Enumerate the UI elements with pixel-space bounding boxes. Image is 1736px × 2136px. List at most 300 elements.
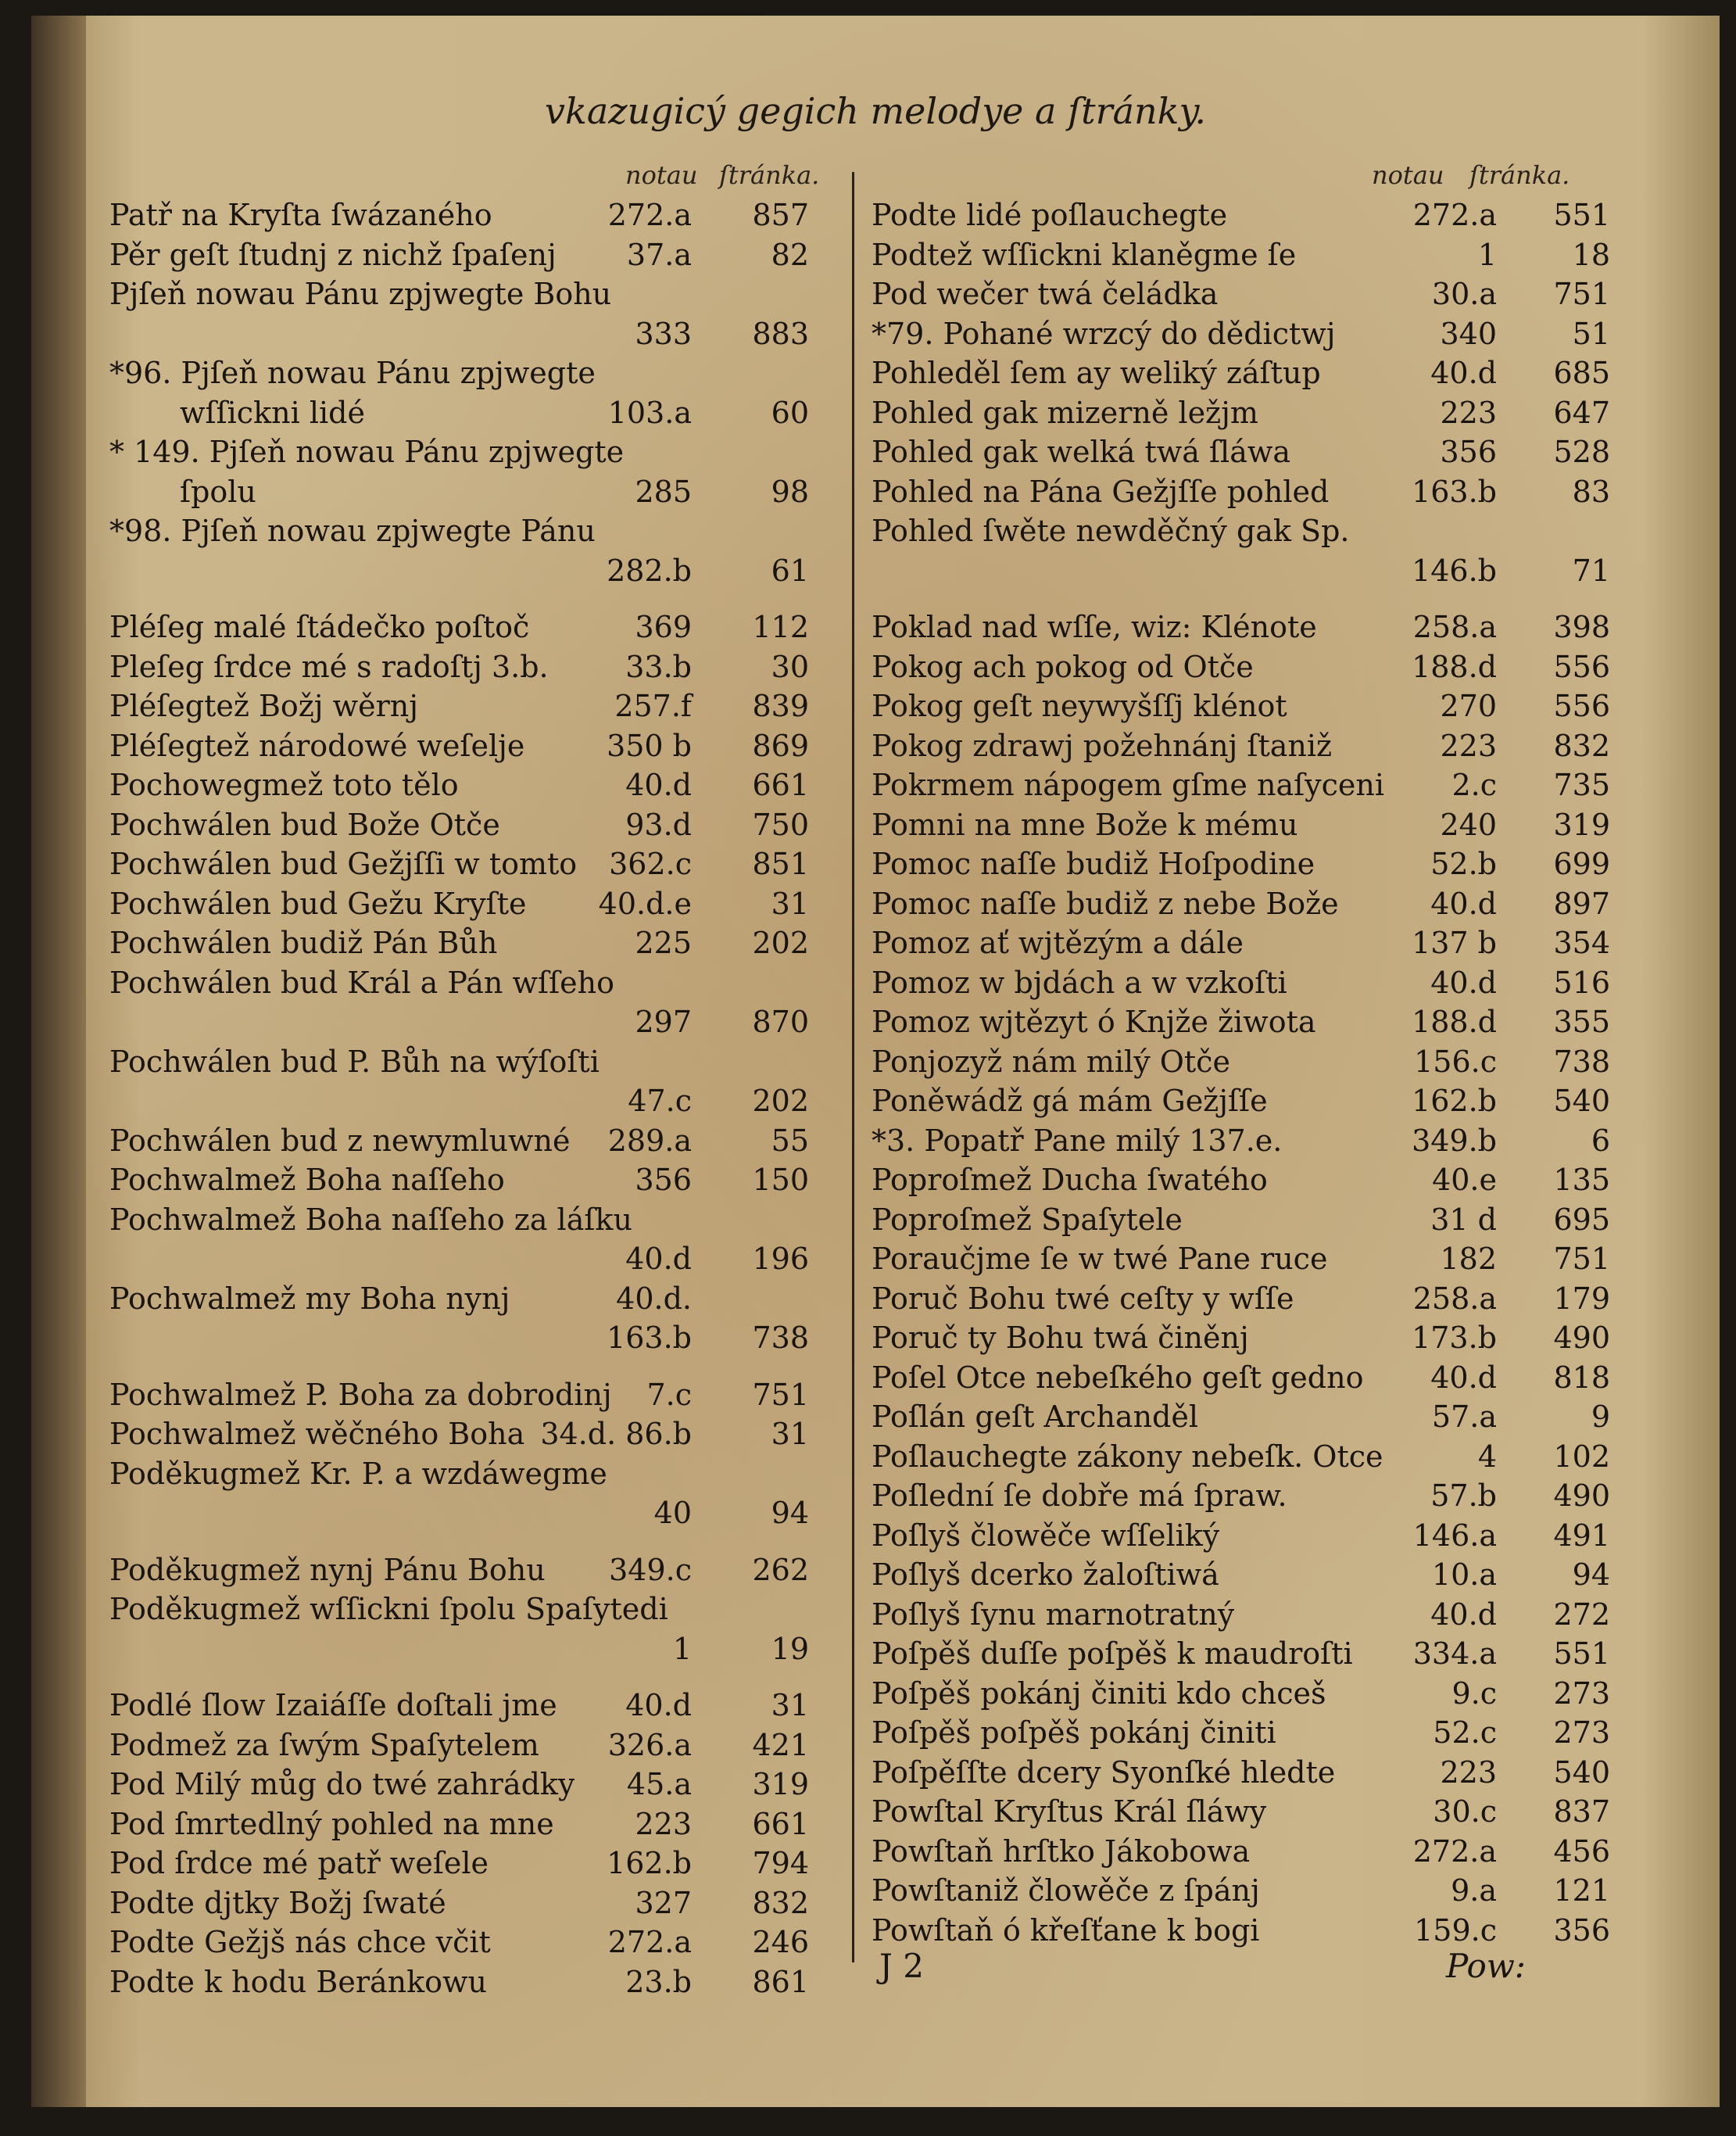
melody-number: 40.d.	[616, 1281, 692, 1316]
index-entry	[109, 1923, 836, 1962]
hymn-title: Pochwálen bud Gežu Kryſte	[109, 886, 527, 921]
index-entry	[872, 1595, 1622, 1635]
page-number: 661	[752, 768, 809, 802]
hymn-title: Poruč ty Bohu twá činěnj	[872, 1321, 1249, 1355]
melody-number: 31 d	[1430, 1202, 1497, 1237]
index-entry	[109, 1160, 836, 1200]
melody-number: 57.b	[1430, 1478, 1497, 1513]
left-colhead-stranka: ſtránka.	[719, 160, 820, 190]
page-number: 837	[1553, 1794, 1610, 1829]
page-number: 31	[771, 1688, 809, 1722]
index-entry	[109, 314, 836, 354]
melody-number: 9.c	[1451, 1675, 1497, 1711]
index-entry	[872, 1634, 1622, 1674]
melody-number: 1	[672, 1631, 692, 1666]
index-entry	[109, 963, 836, 1003]
hymn-title: Pod Milý můg do twé zahrádky	[109, 1767, 575, 1801]
hymn-title: Pomoz w bjdách a w vzkoſti	[872, 965, 1287, 1000]
melody-number: 356	[635, 1163, 692, 1197]
melody-number: 297	[635, 1005, 692, 1039]
melody-number: 40.d	[625, 768, 692, 802]
hymn-title: Pleſeg ſrdce mé s radoſtj 3.b.	[109, 649, 549, 684]
hymn-title: Poſpěš duſſe poſpěš k maudroſti	[872, 1636, 1353, 1671]
left-column	[109, 195, 836, 2002]
page-number: 556	[1553, 649, 1610, 684]
index-entry	[872, 1713, 1622, 1753]
melody-number: 40.d	[1430, 965, 1497, 1000]
page-number: 102	[1553, 1439, 1610, 1474]
entry-gap	[109, 1358, 836, 1375]
index-entry	[872, 1871, 1622, 1911]
page-number: 51	[1572, 316, 1610, 351]
page-number: 647	[1553, 395, 1610, 430]
melody-number: 40.d	[1430, 1360, 1497, 1395]
melody-number: 326.a	[607, 1727, 692, 1762]
hymn-title: Podte lidé poſlauchegte	[872, 198, 1228, 232]
hymn-title: Pléſegtež Božj wěrnj	[109, 689, 419, 723]
melody-number: 40.d	[625, 1242, 692, 1276]
index-entry	[872, 1042, 1622, 1082]
hymn-title: Pokog geſt neywyšſſj klénot	[872, 689, 1287, 723]
hymn-title: Poſpěſſte dcery Syonſké hledte	[872, 1754, 1336, 1790]
page-number: 82	[771, 237, 809, 272]
hymn-title: Pochwálen bud z newymluwné	[109, 1123, 571, 1158]
index-entry	[109, 1042, 836, 1082]
page-number: 60	[771, 395, 809, 430]
hymn-title: Powſtaniž člowěče z ſpánj	[872, 1873, 1260, 1908]
index-entry	[109, 472, 836, 512]
hymn-title: Pod wečer twá čeládka	[872, 277, 1219, 311]
hymn-title: Pod ſrdce mé patř weſele	[109, 1846, 489, 1880]
hymn-title: Pokrmem nápogem gſme naſyceni	[872, 768, 1385, 802]
hymn-title: Poděkugmež nynj Pánu Bohu	[109, 1552, 546, 1587]
hymn-title: Pléſegtež národowé weſelje	[109, 728, 525, 763]
page-number: 695	[1553, 1202, 1610, 1237]
hymn-title: Pochwálen bud Král a Pán wſſeho	[109, 965, 614, 1000]
hymn-title: Poraučjme ſe w twé Pane ruce	[872, 1242, 1328, 1276]
hymn-title: Pohled ſwěte newděčný gak Sp.	[872, 514, 1350, 548]
page-number: 540	[1553, 1754, 1610, 1790]
hymn-title: * 149. Pjſeň nowau Pánu zpjwegte	[109, 435, 625, 469]
page-number: 832	[1553, 728, 1610, 763]
hymn-title: Podte djtky Božj ſwaté	[109, 1885, 446, 1920]
page-number: 354	[1553, 926, 1610, 960]
index-entry	[872, 1081, 1622, 1121]
melody-number: 272.a	[1412, 1833, 1497, 1869]
column-divider	[852, 172, 854, 1962]
page-number: 94	[771, 1496, 809, 1530]
hymn-title: Powſtal Kryſtus Král ſláwy	[872, 1794, 1267, 1829]
index-entry	[109, 1629, 836, 1669]
hymn-title: Podlé ſlow Izaiáſſe doſtali jme	[109, 1688, 557, 1722]
hymn-title: Pomoz wjtězyt ó Knjže žiwota	[872, 1005, 1316, 1039]
page-number: 356	[1553, 1912, 1610, 1948]
hymn-title: Podte k hodu Beránkowu	[109, 1964, 488, 1999]
hymn-title: Pochwálen bud Gežjſſi w tomto	[109, 847, 578, 881]
page-number: 71	[1572, 553, 1610, 588]
page-number: 202	[752, 926, 809, 960]
index-entry	[109, 1589, 836, 1629]
index-entry	[109, 1883, 836, 1923]
index-entry	[872, 353, 1622, 393]
page-number: 751	[1553, 1242, 1610, 1276]
index-entry	[109, 1686, 836, 1726]
index-entry	[872, 1437, 1622, 1477]
melody-number: 223	[1440, 1754, 1497, 1790]
index-entry	[872, 607, 1622, 647]
index-entry	[109, 1550, 836, 1590]
index-entry	[872, 393, 1622, 433]
index-entry	[872, 647, 1622, 687]
hymn-title: Poſlyš ſynu marnotratný	[872, 1597, 1235, 1632]
index-entry	[872, 1002, 1622, 1042]
hymn-title: Poproſmež Ducha ſwatého	[872, 1163, 1268, 1197]
melody-number: 103.a	[607, 395, 692, 430]
melody-number: 258.a	[1412, 610, 1497, 644]
index-entry	[109, 1844, 836, 1883]
melody-number: 47.c	[628, 1084, 692, 1118]
melody-number: 163.b	[1412, 474, 1497, 509]
index-entry	[872, 1516, 1622, 1556]
hymn-title: Pohled gak welká twá ſláwa	[872, 435, 1291, 469]
index-entry	[109, 1121, 836, 1161]
hymn-title: Pléſeg malé ſtádečko poſtoč	[109, 610, 530, 644]
melody-number: 188.d	[1412, 1005, 1497, 1039]
index-entry	[872, 1279, 1622, 1319]
melody-number: 40.d	[1430, 356, 1497, 390]
index-entry	[109, 353, 836, 393]
index-entry	[872, 432, 1622, 472]
right-colhead-stranka: ſtránka.	[1469, 160, 1570, 190]
page-number: 18	[1572, 237, 1610, 272]
melody-number: 327	[635, 1885, 692, 1920]
index-entry	[872, 1397, 1622, 1437]
melody-number: 30.a	[1431, 277, 1497, 311]
index-entry	[872, 472, 1622, 512]
hymn-title: Pochwálen budiž Pán Bůh	[109, 926, 498, 960]
index-entry	[872, 844, 1622, 884]
index-entry	[872, 1555, 1622, 1595]
page-number: 490	[1553, 1478, 1610, 1513]
index-entry	[109, 1279, 836, 1319]
index-entry	[109, 195, 836, 235]
hymn-title: Pěr geſt ſtudnj z nichž ſpaſenj	[109, 237, 557, 272]
hymn-title: Poſel Otce nebeſkého geſt gedno	[872, 1360, 1364, 1395]
melody-number: 146.a	[1412, 1518, 1497, 1553]
index-entry	[109, 726, 836, 766]
page-number: 112	[752, 610, 809, 644]
hymn-title: Pod ſmrtedlný pohled na mne	[109, 1806, 554, 1841]
index-entry	[109, 1081, 836, 1121]
index-entry	[872, 551, 1622, 591]
index-entry	[872, 805, 1622, 845]
page-number: 870	[752, 1005, 809, 1039]
hymn-title: Pohled na Pána Gežjſſe pohled	[872, 474, 1330, 509]
melody-number: 10.a	[1431, 1557, 1497, 1592]
melody-number: 223	[1440, 395, 1497, 430]
melody-number: 57.a	[1431, 1400, 1497, 1434]
index-entry	[109, 432, 836, 472]
index-entry	[872, 765, 1622, 805]
page-number: 31	[771, 886, 809, 921]
melody-number: 40.d	[625, 1688, 692, 1722]
page-number: 355	[1553, 1005, 1610, 1039]
page-number: 818	[1553, 1360, 1610, 1395]
index-entry	[109, 235, 836, 275]
entry-gap	[109, 1668, 836, 1686]
index-entry	[109, 1804, 836, 1844]
index-entry	[109, 1962, 836, 2002]
index-entry	[109, 805, 836, 845]
hymn-title: Pochwalmež Boha naſſeho za láſku	[109, 1202, 632, 1237]
running-header: vkazugicý gegich melodye a ſtránky.	[544, 90, 1206, 132]
index-entry	[109, 923, 836, 963]
hymn-title: Powſtaň hrſtko Jákobowa	[872, 1833, 1251, 1869]
index-entry	[872, 686, 1622, 726]
hymn-title: Poruč Bohu twé ceſty y wſſe	[872, 1281, 1294, 1316]
hymn-title: Patř na Kryſta ſwázaného	[109, 198, 492, 232]
page-number: 738	[752, 1321, 809, 1355]
page-number: 883	[752, 316, 809, 351]
hymn-title: Pohled gak mizerně ležjm	[872, 395, 1258, 430]
page-number: 135	[1553, 1163, 1610, 1197]
page-number: 150	[752, 1163, 809, 1197]
hymn-title: wſſickni lidé	[180, 395, 365, 430]
hymn-title: Pochowegmež toto tělo	[109, 768, 459, 802]
melody-number: 4	[1477, 1439, 1497, 1474]
melody-number: 40.e	[1432, 1163, 1497, 1197]
page-number: 851	[752, 847, 809, 881]
hymn-title: Pokog zdrawj požehnánj ſtaniž	[872, 728, 1333, 763]
hymn-title: Poſpěš pokánj činiti kdo chceš	[872, 1675, 1326, 1711]
melody-number: 40	[653, 1496, 692, 1530]
entry-gap	[109, 1533, 836, 1550]
melody-number: 333	[635, 316, 692, 351]
page-number: 551	[1553, 198, 1610, 232]
hymn-title: Pochwalmež P. Boha za dobrodinj	[109, 1377, 612, 1412]
melody-number: 162.b	[607, 1846, 692, 1880]
melody-number: 52.b	[1430, 847, 1497, 881]
melody-number: 225	[635, 926, 692, 960]
melody-number: 162.b	[1412, 1084, 1497, 1118]
melody-number: 258.a	[1412, 1281, 1497, 1316]
index-entry	[872, 235, 1622, 275]
left-colhead-notau: notau	[625, 160, 698, 190]
index-entry	[109, 686, 836, 726]
melody-number: 33.b	[625, 649, 692, 684]
index-entry	[109, 551, 836, 591]
entry-gap	[109, 590, 836, 607]
melody-number: 223	[1440, 728, 1497, 763]
melody-number: 272.a	[607, 198, 692, 232]
right-column	[872, 195, 1622, 1950]
melody-number: 188.d	[1412, 649, 1497, 684]
melody-number: 9.a	[1451, 1873, 1497, 1908]
index-entry	[872, 1911, 1622, 1951]
index-entry	[109, 647, 836, 687]
index-entry	[109, 1454, 836, 1494]
hymn-title: Pomoc naſſe budiž Hoſpodine	[872, 847, 1315, 881]
melody-number: 146.b	[1412, 553, 1497, 588]
page-number: 55	[771, 1123, 809, 1158]
index-entry	[872, 1358, 1622, 1398]
melody-number: 40.d.e	[598, 886, 692, 921]
hymn-title: Pohleděl ſem ay weliký záſtup	[872, 356, 1321, 390]
page-number: 30	[771, 649, 809, 684]
page-number: 202	[752, 1084, 809, 1118]
page-number: 861	[752, 1964, 809, 1999]
hymn-title: Poněwádž gá mám Gežjſſe	[872, 1084, 1268, 1118]
hymn-title: Poklad nad wſſe, wiz: Klénote	[872, 610, 1317, 644]
hymn-title: Pomni na mne Bože k mému	[872, 807, 1298, 842]
melody-number: 349.c	[609, 1552, 692, 1587]
melody-number: 45.a	[626, 1767, 692, 1801]
page-number: 98	[771, 474, 809, 509]
index-entry	[872, 1318, 1622, 1358]
melody-number: 349.b	[1412, 1123, 1497, 1158]
index-entry	[872, 1239, 1622, 1279]
melody-number: 40.d	[1430, 1597, 1497, 1632]
index-entry	[872, 1753, 1622, 1793]
index-entry	[109, 1200, 836, 1240]
index-entry	[872, 1832, 1622, 1872]
entry-gap	[872, 590, 1622, 607]
hymn-title: Pomoc naſſe budiž z nebe Bože	[872, 886, 1339, 921]
index-entry	[872, 511, 1622, 551]
hymn-title: Poproſmež Spaſytele	[872, 1202, 1183, 1237]
index-entry	[872, 923, 1622, 963]
melody-number: 270	[1440, 689, 1497, 723]
hymn-title: Podmež za ſwým Spaſytelem	[109, 1727, 539, 1762]
melody-number: 285	[635, 474, 692, 509]
page-number: 551	[1553, 1636, 1610, 1671]
page-number: 272	[1553, 1597, 1610, 1632]
page-number: 869	[752, 728, 809, 763]
page-number: 9	[1591, 1400, 1610, 1434]
page-number: 897	[1553, 886, 1610, 921]
index-entry	[872, 884, 1622, 924]
melody-number: 272.a	[1412, 198, 1497, 232]
page-number: 83	[1572, 474, 1610, 509]
hymn-title: Powſtaň ó křeſťane k bogi	[872, 1912, 1260, 1948]
index-entry	[109, 765, 836, 805]
page-number: 456	[1553, 1833, 1610, 1869]
melody-number: 2.c	[1451, 768, 1497, 802]
index-entry	[109, 844, 836, 884]
hymn-title: Pomoz ať wjtězým a dále	[872, 926, 1244, 960]
melody-number: 240	[1440, 807, 1497, 842]
hymn-title: Poſlauchegte zákony nebeſk. Otce	[872, 1439, 1383, 1474]
hymn-title: Poſlyš dcerko žaloſtiwá	[872, 1557, 1219, 1592]
hymn-title: *98. Pjſeň nowau zpjwegte Pánu	[109, 514, 596, 548]
hymn-title: *96. Pjſeň nowau Pánu zpjwegte	[109, 356, 596, 390]
page-number: 31	[771, 1417, 809, 1451]
melody-number: 173.b	[1412, 1321, 1497, 1355]
index-entry	[109, 1726, 836, 1765]
melody-number: 1	[1477, 237, 1497, 272]
page-number: 738	[1553, 1044, 1610, 1079]
melody-number: 23.b	[625, 1964, 692, 1999]
index-entry	[872, 1121, 1622, 1161]
index-entry	[872, 1160, 1622, 1200]
melody-number: 289.a	[607, 1123, 692, 1158]
page-number: 319	[1553, 807, 1610, 842]
hymn-title: Pochwálen bud P. Bůh na wýſoſti	[109, 1044, 600, 1079]
hymn-title: *3. Popatř Pane milý 137.e.	[872, 1123, 1283, 1158]
melody-number: 40.d	[1430, 886, 1497, 921]
melody-number: 356	[1440, 435, 1497, 469]
page-number: 6	[1591, 1123, 1610, 1158]
page-number: 121	[1553, 1873, 1610, 1908]
index-entry	[109, 884, 836, 924]
page-number: 94	[1572, 1557, 1610, 1592]
page-number: 540	[1553, 1084, 1610, 1118]
melody-number: 340	[1440, 316, 1497, 351]
index-entry	[109, 1239, 836, 1279]
melody-number: 163.b	[607, 1321, 692, 1355]
melody-number: 34.d. 86.b	[540, 1417, 692, 1451]
melody-number: 282.b	[607, 553, 692, 588]
page-number: 179	[1553, 1281, 1610, 1316]
index-entry	[872, 963, 1622, 1003]
page-number: 19	[771, 1631, 809, 1666]
melody-number: 362.c	[609, 847, 692, 881]
hymn-title: Poſlán geſt Archanděl	[872, 1400, 1199, 1434]
hymn-title: Podtež wſſickni klaněgme ſe	[872, 237, 1297, 272]
index-entry	[109, 1002, 836, 1042]
hymn-title: *79. Pohané wrzcý do dědictwj	[872, 316, 1336, 351]
hymn-title: Ponjozyž nám milý Otče	[872, 1044, 1230, 1079]
melody-number: 156.c	[1414, 1044, 1497, 1079]
hymn-title: Poſlyš člowěče wſſeliký	[872, 1518, 1220, 1553]
page-number: 528	[1553, 435, 1610, 469]
index-entry	[872, 274, 1622, 314]
index-entry	[109, 1765, 836, 1804]
page-number: 319	[752, 1767, 809, 1801]
page-binding	[31, 16, 86, 2107]
signature-mark: J 2	[879, 1947, 924, 1985]
hymn-title: Pochwalmež my Boha nynj	[109, 1281, 510, 1316]
index-entry	[109, 607, 836, 647]
page-number: 751	[752, 1377, 809, 1412]
hymn-title: Poděkugmež wſſickni ſpolu Spaſytedi	[109, 1592, 668, 1626]
page-number: 751	[1553, 277, 1610, 311]
index-entry	[109, 393, 836, 433]
melody-number: 272.a	[607, 1925, 692, 1959]
page-number: 839	[752, 689, 809, 723]
right-colhead-notau: notau	[1372, 160, 1444, 190]
catchword: Pow:	[1446, 1947, 1526, 1985]
page-number: 490	[1553, 1321, 1610, 1355]
page-number: 516	[1553, 965, 1610, 1000]
page-number: 832	[752, 1885, 809, 1920]
page-number: 246	[752, 1925, 809, 1959]
page-number: 262	[752, 1552, 809, 1587]
hymn-title: Poſlední ſe dobře má ſpraw.	[872, 1478, 1287, 1513]
melody-number: 93.d	[625, 807, 692, 842]
melody-number: 159.c	[1414, 1912, 1497, 1948]
page-number: 421	[752, 1727, 809, 1762]
hymn-title: Pjſeň nowau Pánu zpjwegte Bohu	[109, 277, 612, 311]
index-entry	[872, 1476, 1622, 1516]
index-entry	[109, 511, 836, 551]
page-number: 491	[1553, 1518, 1610, 1553]
hymn-title: Pochwalmež Boha naſſeho	[109, 1163, 505, 1197]
book-page	[31, 16, 1720, 2107]
page-number: 273	[1553, 1675, 1610, 1711]
melody-number: 137 b	[1412, 926, 1497, 960]
page-number: 735	[1553, 768, 1610, 802]
